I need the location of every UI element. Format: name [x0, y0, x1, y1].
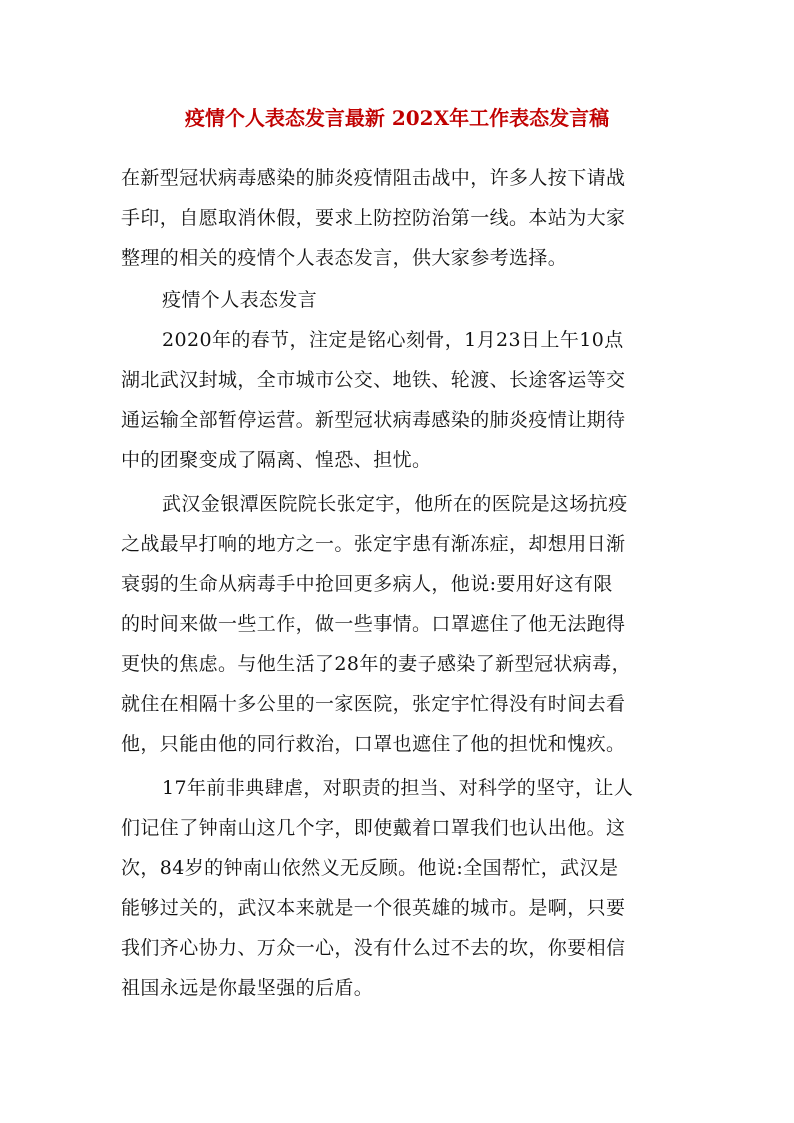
paragraph-intro-line-3: 整理的相关的疫情个人表态发言，供大家参考选择。 [121, 247, 568, 269]
paragraph-2-line-2: 之战最早打响的地方之一。张定宇患有渐冻症，却想用日渐 [121, 533, 626, 555]
paragraph-1-line-1: 2020年的春节，注定是铭心刻骨，1月23日上午10点 [162, 329, 624, 351]
paragraph-3-line-6: 祖国永远是你最坚强的后盾。 [121, 977, 374, 999]
paragraph-2-line-5: 更快的焦虑。与他生活了28年的妻子感染了新型冠状病毒， [121, 653, 631, 675]
paragraph-2-line-4: 的时间来做一些工作，做一些事情。口罩遮住了他无法跑得 [121, 613, 626, 635]
paragraph-3-line-2: 们记住了钟南山这几个字，即使戴着口罩我们也认出他。这 [121, 817, 626, 839]
paragraph-2-line-3: 衰弱的生命从病毒手中抢回更多病人，他说:要用好这有限 [121, 573, 613, 595]
paragraph-1-line-3: 通运输全部暂停运营。新型冠状病毒感染的肺炎疫情让期待 [121, 409, 626, 431]
document-title: 疫情个人表态发言最新 202X年工作表态发言稿 [184, 106, 610, 130]
paragraph-2-line-6: 就住在相隔十多公里的一家医院，张定宇忙得没有时间去看 [121, 693, 626, 715]
paragraph-3-line-1: 17年前非典肆虐，对职责的担当、对科学的坚守，让人 [162, 777, 634, 799]
paragraph-2-line-1: 武汉金银潭医院院长张定宇，他所在的医院是这场抗疫 [162, 493, 628, 515]
paragraph-3-line-5: 我们齐心协力、万众一心，没有什么过不去的坎，你要相信 [121, 937, 626, 959]
paragraph-2-line-7: 他，只能由他的同行救治，口罩也遮住了他的担忧和愧疚。 [121, 733, 626, 755]
paragraph-3-line-3: 次，84岁的钟南山依然义无反顾。他说:全国帮忙，武汉是 [121, 857, 619, 879]
paragraph-intro-line-2: 手印，自愿取消休假，要求上防控防治第一线。本站为大家 [121, 207, 626, 229]
section-heading: 疫情个人表态发言 [162, 289, 318, 311]
paragraph-intro-line-1: 在新型冠状病毒感染的肺炎疫情阻击战中，许多人按下请战 [121, 167, 626, 189]
paragraph-1-line-2: 湖北武汉封城，全市城市公交、地铁、轮渡、长途客运等交 [121, 369, 626, 391]
paragraph-3-line-4: 能够过关的，武汉本来就是一个很英雄的城市。是啊，只要 [121, 897, 626, 919]
paragraph-1-line-4: 中的团聚变成了隔离、惶恐、担忧。 [121, 449, 432, 471]
